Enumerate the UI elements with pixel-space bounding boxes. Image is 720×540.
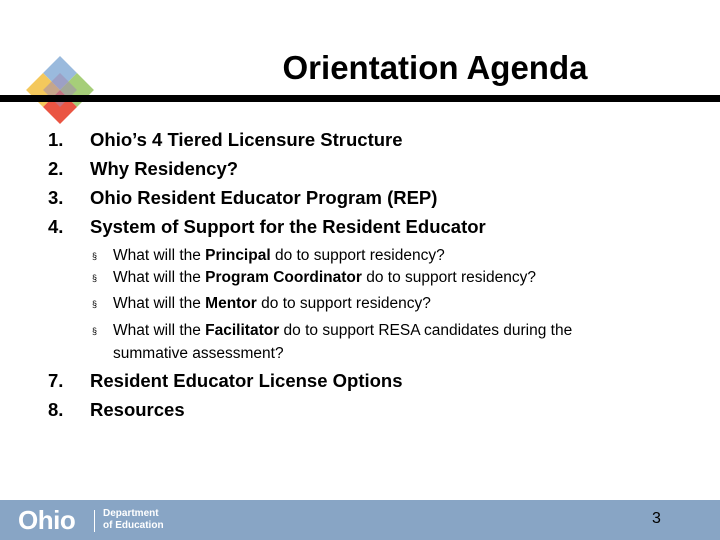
bullet-icon: § — [92, 326, 98, 336]
agenda-item-7 — [48, 369, 403, 393]
agenda-item-number: 8. — [48, 399, 64, 420]
bullet-icon: § — [92, 299, 98, 309]
bullet-icon: § — [92, 251, 98, 261]
agenda-item-text: Resident Educator License Options — [90, 370, 403, 391]
agenda-item-text: Ohio’s 4 Tiered Licensure Structure — [90, 129, 403, 150]
agenda-item-text: Ohio Resident Educator Program (REP) — [90, 187, 438, 208]
agenda-item-4 — [48, 215, 486, 239]
ohio-brand-logo: Ohio — [18, 505, 76, 535]
bullet-icon: § — [92, 273, 98, 283]
agenda-item-1 — [48, 128, 403, 152]
agenda-item-text: Resources — [90, 399, 185, 420]
agenda-item-text: Why Residency? — [90, 158, 239, 179]
agenda-item-number: 1. — [48, 129, 64, 150]
sub-item-continuation-text: summative assessment? — [113, 345, 284, 362]
page-number: 3 — [652, 510, 661, 527]
agenda-item-8 — [48, 398, 185, 422]
sub-item-text: What will the Mentor do to support residency? — [113, 295, 431, 312]
title-rule — [0, 95, 720, 102]
agenda-item-number: 3. — [48, 187, 64, 208]
agenda-item-number: 2. — [48, 158, 64, 179]
agenda-item-2 — [48, 157, 238, 181]
sub-item-text: What will the Program Coordinator do to support residency? — [113, 269, 536, 286]
ohio-diamond-logo-icon — [26, 56, 94, 124]
department-label: Department of Education — [103, 508, 164, 531]
sub-item-text: What will the Principal do to support residency? — [113, 247, 445, 264]
sub-item-text: What will the Facilitator do to support RESA candidates during the — [113, 322, 573, 339]
agenda-item-3 — [48, 186, 437, 210]
footer-divider — [94, 510, 95, 532]
footer-bar — [0, 500, 720, 540]
agenda-item-number: 7. — [48, 370, 64, 391]
agenda-item-number: 4. — [48, 216, 64, 237]
agenda-item-text: System of Support for the Resident Educator — [90, 216, 486, 237]
slide-title: Orientation Agenda — [282, 49, 588, 86]
